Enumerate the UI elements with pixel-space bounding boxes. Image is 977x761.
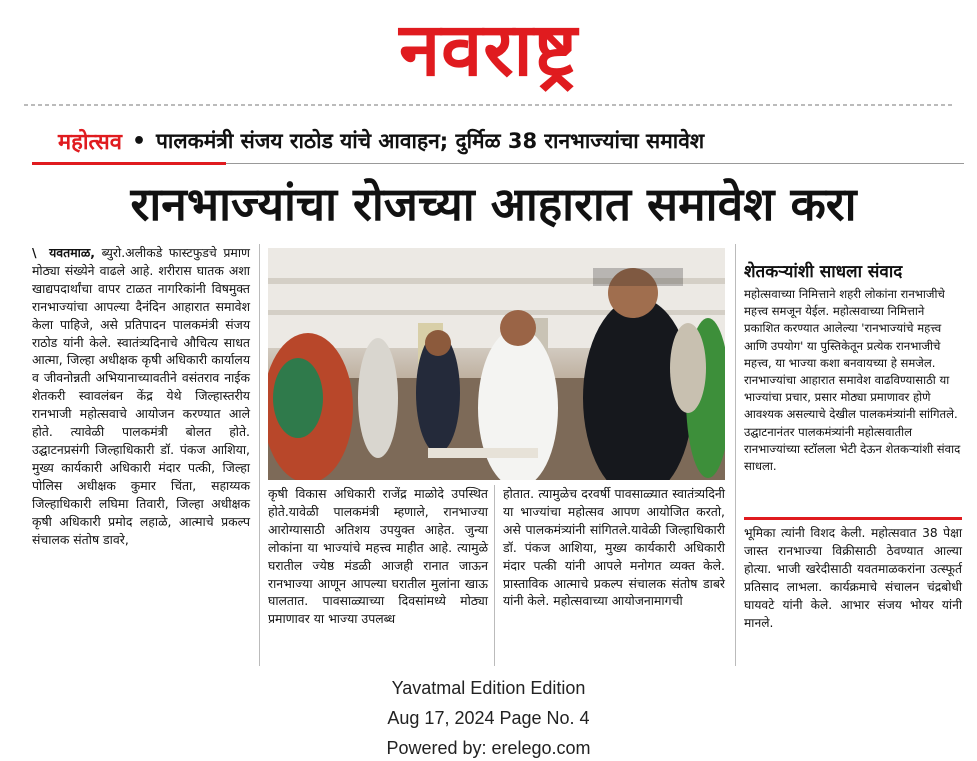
date-page-label: Aug 17, 2024 Page No. 4 bbox=[387, 708, 590, 728]
sidebar-text bbox=[744, 286, 962, 475]
masthead-divider bbox=[24, 104, 953, 106]
article-headline: रानभाज्यांचा रोजच्या आहारात समावेश करा bbox=[130, 177, 857, 231]
kicker-rule bbox=[226, 163, 964, 164]
kicker-text: पालकमंत्री संजय राठोड यांचे आवाहन; दुर्मिळ 38 रानभाज्यांचा समावेश bbox=[156, 129, 705, 153]
bullet-separator: • bbox=[131, 128, 146, 154]
event-photo bbox=[268, 248, 725, 480]
sidebar-body: महोत्सवाच्या निमित्ताने शहरी लोकांना रानभाजीचे महत्त्व समजून येईल. महोत्सवाच्या निमित्ताने प्रकाशित करण्यात आलेल्या 'रानभाज्यांचे महत्त्व आणि उपयोग' या पुस्तिकेतून प्रत्येक रानभाजीचे महत्त्व, या भाज्या कशा बनवायच्या हे समजेल. रानभाज्यांचा आहारात समावेश वाढविण्यासाठी या भाज्यांचा प्रचार, प्रसार मोठ्या प्रमाणावर होणे आवश्यक असल्याचे देखील पालकमंत्र्यांनी सांगितले. उद्घाटनानंतर पालकमंत्र्यांनी महोत्सवातील रानभाज्यांच्या स्टॉलला भेटी देऊन शेतकऱ्यांशी संवाद साधला. bbox=[744, 287, 961, 474]
masthead bbox=[0, 0, 977, 104]
continuation-text: भूमिका त्यांनी विशद केली. महोत्सवात 38 पेक्षा जास्त रानभाज्या विक्रीसाठी ठेवण्यात आल्या होत्या. भाजी खरेदीसाठी यवतमाळकरांना उत्स्फूर्त प्रतिसाद लाभला. कार्यक्रमाचे संचालन चंद्रबोधी घायवटे यांनी केले. आभार संजय भोयर यांनी मानले. bbox=[744, 526, 962, 630]
column-divider bbox=[494, 485, 495, 666]
sidebar-rule bbox=[744, 517, 962, 520]
sidebar-title: शेतकऱ्यांशी साधला संवाद bbox=[744, 262, 903, 282]
column-2-text: कृषी विकास अधिकारी राजेंद्र माळोदे उपस्थित होते.यावेळी पालकमंत्री म्हणाले, रानभाज्या आरोग्यासाठी अतिशय उपयुक्त आहेत. जुन्या लोकांना या भाज्यांचे महत्त्व माहीत आहे. त्यामुळे घरातील ज्येष्ठ मंडळी आजही रानात जाऊन रानभाज्या आणून आपल्या घरातील मुलांना खाऊ घालतात. पावसाळ्याच्या दिवसांमध्ये मोठ्या प्रमाणावर या भाज्या उपलब्ध bbox=[268, 486, 488, 627]
newspaper-logo: नवराष्ट्र bbox=[399, 7, 578, 93]
edition-label: Yavatmal Edition Edition bbox=[391, 678, 586, 698]
column-3-text: होतात. त्यामुळेच दरवर्षी पावसाळ्यात स्वातंत्र्यदिनी या भाज्यांचा महोत्सव आपण आयोजित करतो, असे पालकमंत्र्यांनी सांगितले.यावेळी जिल्हाधिकारी डॉ. पंकज आशिया, मुख्य कार्यकारी अधिकारी मंदार पत्की यांनी आपले मनोगत व्यक्त केले. प्रास्ताविक आत्माचे प्रकल्प संचालक संतोष डाबरे यांनी केले. महोत्सवाच्या आयोजनामागची bbox=[503, 486, 725, 609]
kicker-line bbox=[32, 118, 964, 164]
dateline: यवतमाळ, bbox=[49, 245, 95, 260]
column-divider bbox=[735, 244, 736, 666]
article-column-2 bbox=[268, 485, 488, 628]
lead-mark: \ bbox=[32, 245, 37, 260]
powered-by-link[interactable]: Powered by: erelego.com bbox=[386, 738, 591, 758]
section-label: महोत्सव bbox=[58, 130, 122, 155]
column-divider bbox=[259, 244, 260, 666]
article-column-3 bbox=[503, 485, 725, 610]
article-continuation bbox=[744, 525, 962, 632]
column-1-text: ब्युरो.अलीकडे फास्टफुडचे प्रमाण मोठ्या संख्येने वाढले आहे. शरीरास घातक अशा खाद्यपदार्थांचा वापर टाळत नागरिकांनी विषमुक्त रानभाज्यांचा आपल्या दैनंदिन आहारात समावेश केला पाहिजे, असे प्रतिपादन पालकमंत्री संजय राठोड यांनी केले. स्वातंत्र्यदिनाचे औचित्य साधत आत्मा, जिल्हा अधीक्षक कृषी अधिकारी कार्यालय व जीवनोन्नती अभियानाच्यावतीने वसंतराव नाईक शेतकरी स्वावलंबन केंद्र येथे जिल्हास्तरीय रानभाजी महोत्सवाचे आयोजन करण्यात आले होते. त्यावेळी पालकमंत्री बोलत होते. उद्घाटनप्रसंगी जिल्हाधिकारी डॉ. पंकज आशिया, मुख्य कार्यकारी अधिकारी मंदार पत्की, जिल्हा पोलिस अधीक्षक कुमार चिंता, सहाय्यक जिल्हाधिकारी लघिमा तिवारी, जिल्हा अधीक्षक कृषी अधिकारी प्रमोद लहाळे, आत्माचे प्रकल्प संचालक संतोष डावरे, bbox=[32, 245, 250, 547]
article-column-1 bbox=[32, 244, 250, 548]
kicker-underline bbox=[32, 162, 226, 165]
